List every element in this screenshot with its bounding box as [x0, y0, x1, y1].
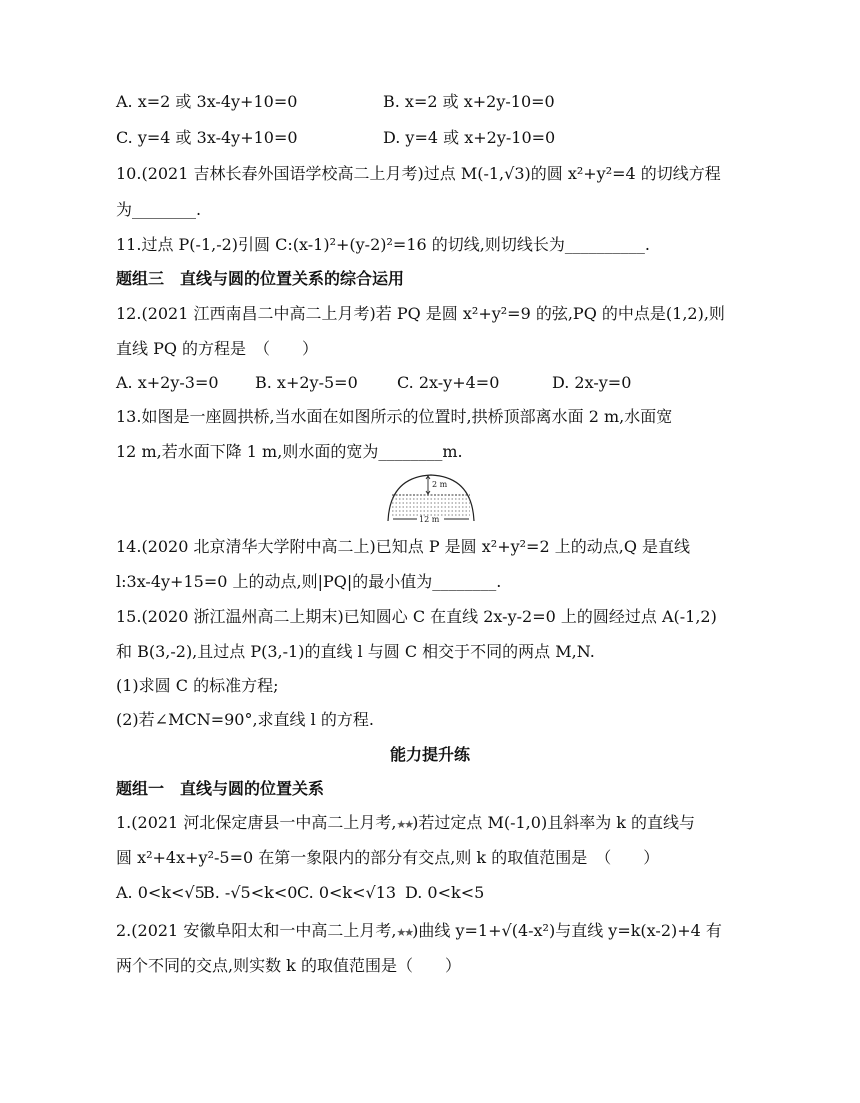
q13-line2: 12 m,若水面下降 1 m,则水面的宽为________m.	[116, 442, 463, 461]
q15-line2: 和 B(3,-2),且过点 P(3,-1)的直线 l 与圆 C 相交于不同的两点 M,N.	[116, 642, 595, 661]
difficulty-stars-icon: ★★	[396, 926, 413, 939]
q9-option-a: A. x=2 或 3x-4y+10=0	[116, 92, 298, 111]
p2-line1	[116, 920, 722, 944]
q10-line1: 10.(2021 吉林长春外国语学校高二上月考)过点 M(-1,√3)的圆 x²+y²=4 的切线方程	[116, 164, 721, 183]
q12-option-c: C. 2x-y+4=0	[397, 373, 500, 392]
q14-line1: 14.(2020 北京清华大学附中高二上)已知点 P 是圆 x²+y²=2 上的动点,Q 是直线	[116, 537, 691, 556]
q12-line2: 直线 PQ 的方程是 （ ）	[116, 339, 319, 358]
difficulty-stars-icon: ★★	[396, 818, 413, 831]
p2-line2: 两个不同的交点,则实数 k 的取值范围是（ ）	[116, 956, 461, 975]
q15-part1: (1)求圆 C 的标准方程;	[116, 676, 279, 695]
section-title: 能力提升练	[389, 745, 470, 764]
q12-option-b: B. x+2y-5=0	[255, 373, 358, 392]
q11-line: 11.过点 P(-1,-2)引圆 C:(x-1)²+(y-2)²=16 的切线,则切线长为__________.	[116, 235, 650, 254]
p1-line1-end: )若过定点 M(-1,0)且斜率为 k 的直线与	[412, 813, 696, 832]
p1-option-c: C. 0<k<√13	[297, 883, 397, 902]
q13-line1: 13.如图是一座圆拱桥,当水面在如图所示的位置时,拱桥顶部离水面 2 m,水面宽	[116, 407, 673, 426]
q14-line2: l:3x-4y+15=0 上的动点,则|PQ|的最小值为________.	[116, 572, 502, 591]
arch-bridge-figure	[382, 471, 480, 523]
q9-option-b: B. x=2 或 x+2y-10=0	[383, 92, 555, 111]
p2-line1-end: )曲线 y=1+√(4-x²)与直线 y=k(x-2)+4 有	[412, 921, 722, 940]
q12-line1: 12.(2021 江西南昌二中高二上月考)若 PQ 是圆 x²+y²=9 的弦,PQ 的中点是(1,2),则	[116, 304, 725, 323]
p2-line1-start: 2.(2021 安徽阜阳太和一中高二上月考,	[116, 921, 397, 940]
q12-option-d: D. 2x-y=0	[552, 373, 632, 392]
q12-option-a: A. x+2y-3=0	[116, 373, 219, 392]
p1-option-d: D. 0<k<5	[405, 883, 485, 902]
q9-option-d: D. y=4 或 x+2y-10=0	[383, 128, 556, 147]
p1-line1-start: 1.(2021 河北保定唐县一中高二上月考,	[116, 813, 397, 832]
q15-part2: (2)若∠MCN=90°,求直线 l 的方程.	[116, 710, 374, 729]
q10-line2: 为________.	[116, 200, 202, 219]
p1-option-b: B. -√5<k<0	[203, 883, 298, 902]
q15-line1: 15.(2020 浙江温州高二上期末)已知圆心 C 在直线 2x-y-2=0 上的圆经过点 A(-1,2)	[116, 607, 717, 626]
group1-title: 题组一 直线与圆的位置关系	[116, 779, 325, 798]
arch-bridge-diagram	[382, 471, 480, 523]
p1-option-a: A. 0<k<√5	[116, 883, 205, 902]
q9-option-c: C. y=4 或 3x-4y+10=0	[116, 128, 298, 147]
width-label: 12 m	[419, 515, 440, 523]
group3-title: 题组三 直线与圆的位置关系的综合运用	[116, 269, 405, 288]
p1-line2: 圆 x²+4x+y²-5=0 在第一象限内的部分有交点,则 k 的取值范围是 （ ）	[116, 848, 660, 867]
p1-line1	[116, 812, 695, 836]
height-label: 2 m	[432, 480, 448, 489]
